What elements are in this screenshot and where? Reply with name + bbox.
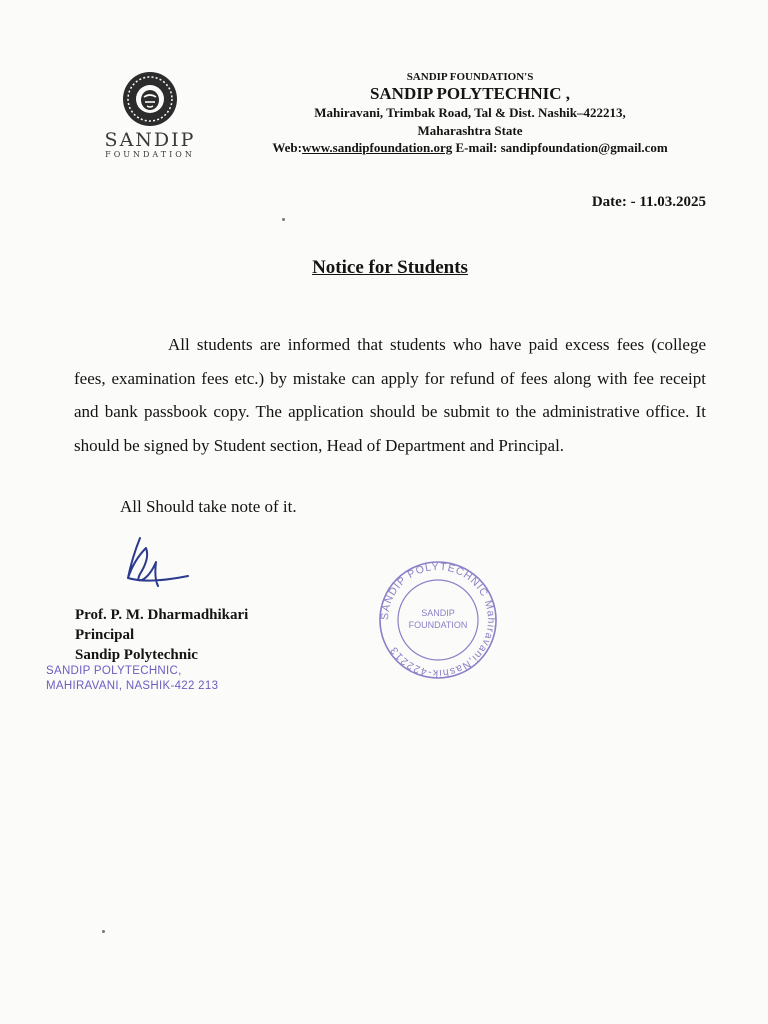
- email-label: E-mail:: [452, 140, 501, 155]
- signatory-block: [75, 605, 248, 665]
- closing-line: All Should take note of it.: [120, 497, 297, 516]
- web-link[interactable]: www.sandipfoundation.org: [301, 140, 453, 155]
- org-line: SANDIP FOUNDATION'S: [406, 71, 534, 83]
- speck: [102, 930, 105, 933]
- notice-date: Date: - 11.03.2025: [591, 194, 706, 210]
- signatory-name: Prof. P. M. Dharmadhikari: [75, 607, 249, 623]
- logo-subtext: FOUNDATION: [105, 150, 195, 159]
- stamp-line-2: MAHIRAVANI, NASHIK-422 213: [46, 680, 219, 692]
- address-line-2: Maharashtra State: [417, 123, 523, 138]
- web-label: Web:: [272, 140, 302, 155]
- address-line-1: Mahiravani, Trimbak Road, Tal & Dist. Nashik–422213,: [314, 105, 626, 120]
- notice-title: Notice for Students: [312, 257, 468, 278]
- letterhead: [215, 70, 725, 157]
- contact-line: [215, 139, 725, 157]
- institution-seal-icon: [372, 560, 504, 680]
- principal-stamp: [46, 664, 218, 694]
- email-address[interactable]: sandipfoundation@gmail.com: [500, 140, 668, 155]
- notice-body: All students are informed that students who have paid excess fees (college fees, examination fees etc.) by mistake can apply for refund of fees along with fee receipt and bank passbook copy. The application should be submit to the administrative office. It should be signed by Student section, Head of Department and Principal.: [74, 335, 706, 455]
- signature-icon: [110, 530, 200, 610]
- seal-center-1: SANDIP: [421, 608, 455, 618]
- speck: [282, 218, 285, 221]
- signatory-designation: Principal: [75, 627, 135, 643]
- foundation-logo: [92, 70, 208, 160]
- stamp-line-1: SANDIP POLYTECHNIC,: [46, 665, 182, 677]
- lion-emblem-icon: [121, 70, 179, 128]
- seal-ring-text: SANDIP POLYTECHNIC Mahiravani,Nashik-422213: [378, 560, 498, 680]
- institution-name: SANDIP POLYTECHNIC ,: [369, 84, 571, 103]
- signatory-institution: Sandip Polytechnic: [75, 647, 198, 663]
- seal-center-2: FOUNDATION: [408, 620, 468, 630]
- logo-wordmark: SANDIP: [104, 129, 196, 151]
